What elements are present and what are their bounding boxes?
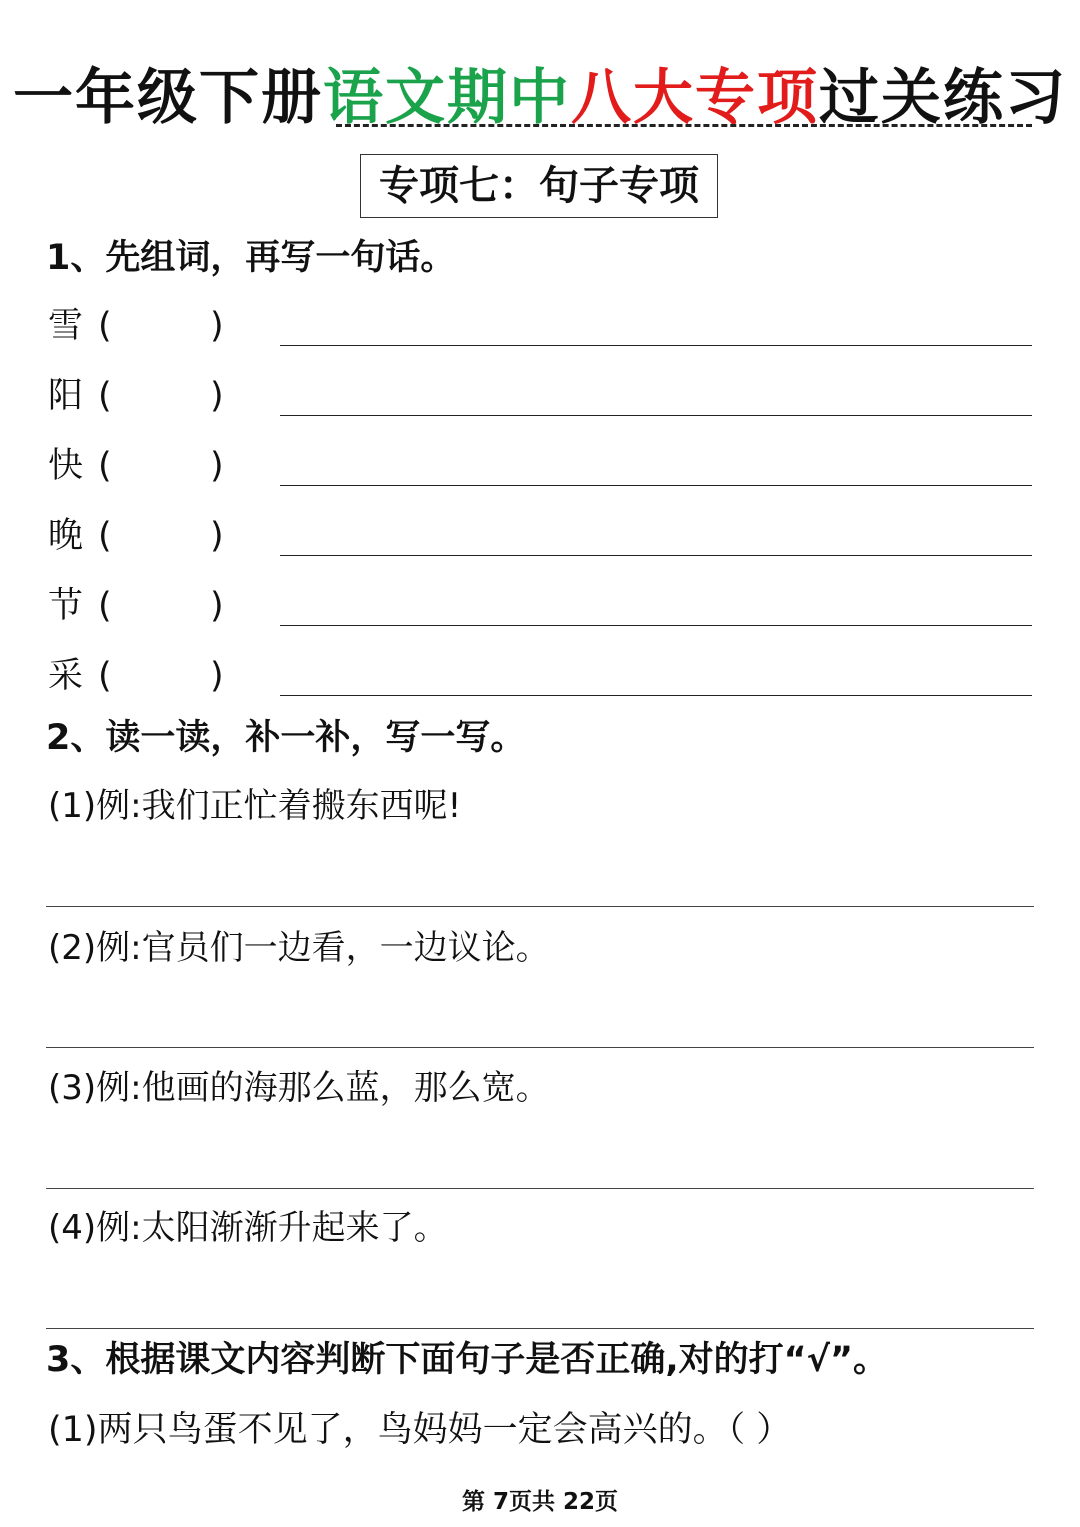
- answer-line[interactable]: [46, 1188, 1034, 1189]
- example-sentence: (4)例:太阳渐渐升起来了。: [48, 1208, 448, 1248]
- page-number: 第 7页共 22页: [461, 1489, 619, 1515]
- row-character: 采: [48, 656, 84, 696]
- close-paren: ): [210, 586, 224, 626]
- close-paren: ): [210, 376, 224, 416]
- open-paren: (: [98, 306, 112, 346]
- title-part-grade: 一年级下册: [13, 63, 323, 133]
- example-sentence: (3)例:他画的海那么蓝，那么宽。: [48, 1068, 550, 1108]
- close-paren: ): [210, 446, 224, 486]
- question2-heading: 2、读一读，补一补，写一写。: [46, 718, 526, 758]
- row-character: 阳: [48, 376, 84, 416]
- example-sentence: (2)例:官员们一边看，一边议论。: [48, 928, 550, 968]
- open-paren: (: [98, 586, 112, 626]
- example-sentence: (1)例:我们正忙着搬东西呢!: [48, 786, 462, 826]
- open-paren: (: [98, 446, 112, 486]
- open-paren: (: [98, 516, 112, 556]
- question3-heading: 3、根据课文内容判断下面句子是否正确,对的打“√”。: [46, 1340, 889, 1380]
- sentence-write-line[interactable]: [280, 345, 1032, 346]
- sentence-write-line[interactable]: [280, 555, 1032, 556]
- section-subtitle: 专项七：句子专项: [360, 154, 718, 218]
- judgement-item: (1)两只鸟蛋不见了，鸟妈妈一定会高兴的。（ ）: [48, 1410, 792, 1450]
- row-character: 晚: [48, 516, 84, 556]
- question1-heading: 1、先组词，再写一句话。: [46, 238, 456, 278]
- row-character: 雪: [48, 306, 84, 346]
- title-dashed-underline: [336, 124, 1032, 127]
- answer-line[interactable]: [46, 1328, 1034, 1329]
- title-part-practice: 过关练习: [819, 63, 1067, 133]
- row-character: 节: [48, 586, 84, 626]
- close-paren: ): [210, 306, 224, 346]
- close-paren: ): [210, 516, 224, 556]
- open-paren: (: [98, 656, 112, 696]
- sentence-write-line[interactable]: [280, 625, 1032, 626]
- sentence-write-line[interactable]: [280, 695, 1032, 696]
- close-paren: ): [210, 656, 224, 696]
- title-part-subject: 语文期中: [323, 63, 571, 133]
- sentence-write-line[interactable]: [280, 415, 1032, 416]
- answer-line[interactable]: [46, 1047, 1034, 1048]
- open-paren: (: [98, 376, 112, 416]
- title-part-topics: 八大专项: [571, 63, 819, 133]
- sentence-write-line[interactable]: [280, 485, 1032, 486]
- row-character: 快: [48, 446, 84, 486]
- answer-line[interactable]: [46, 906, 1034, 907]
